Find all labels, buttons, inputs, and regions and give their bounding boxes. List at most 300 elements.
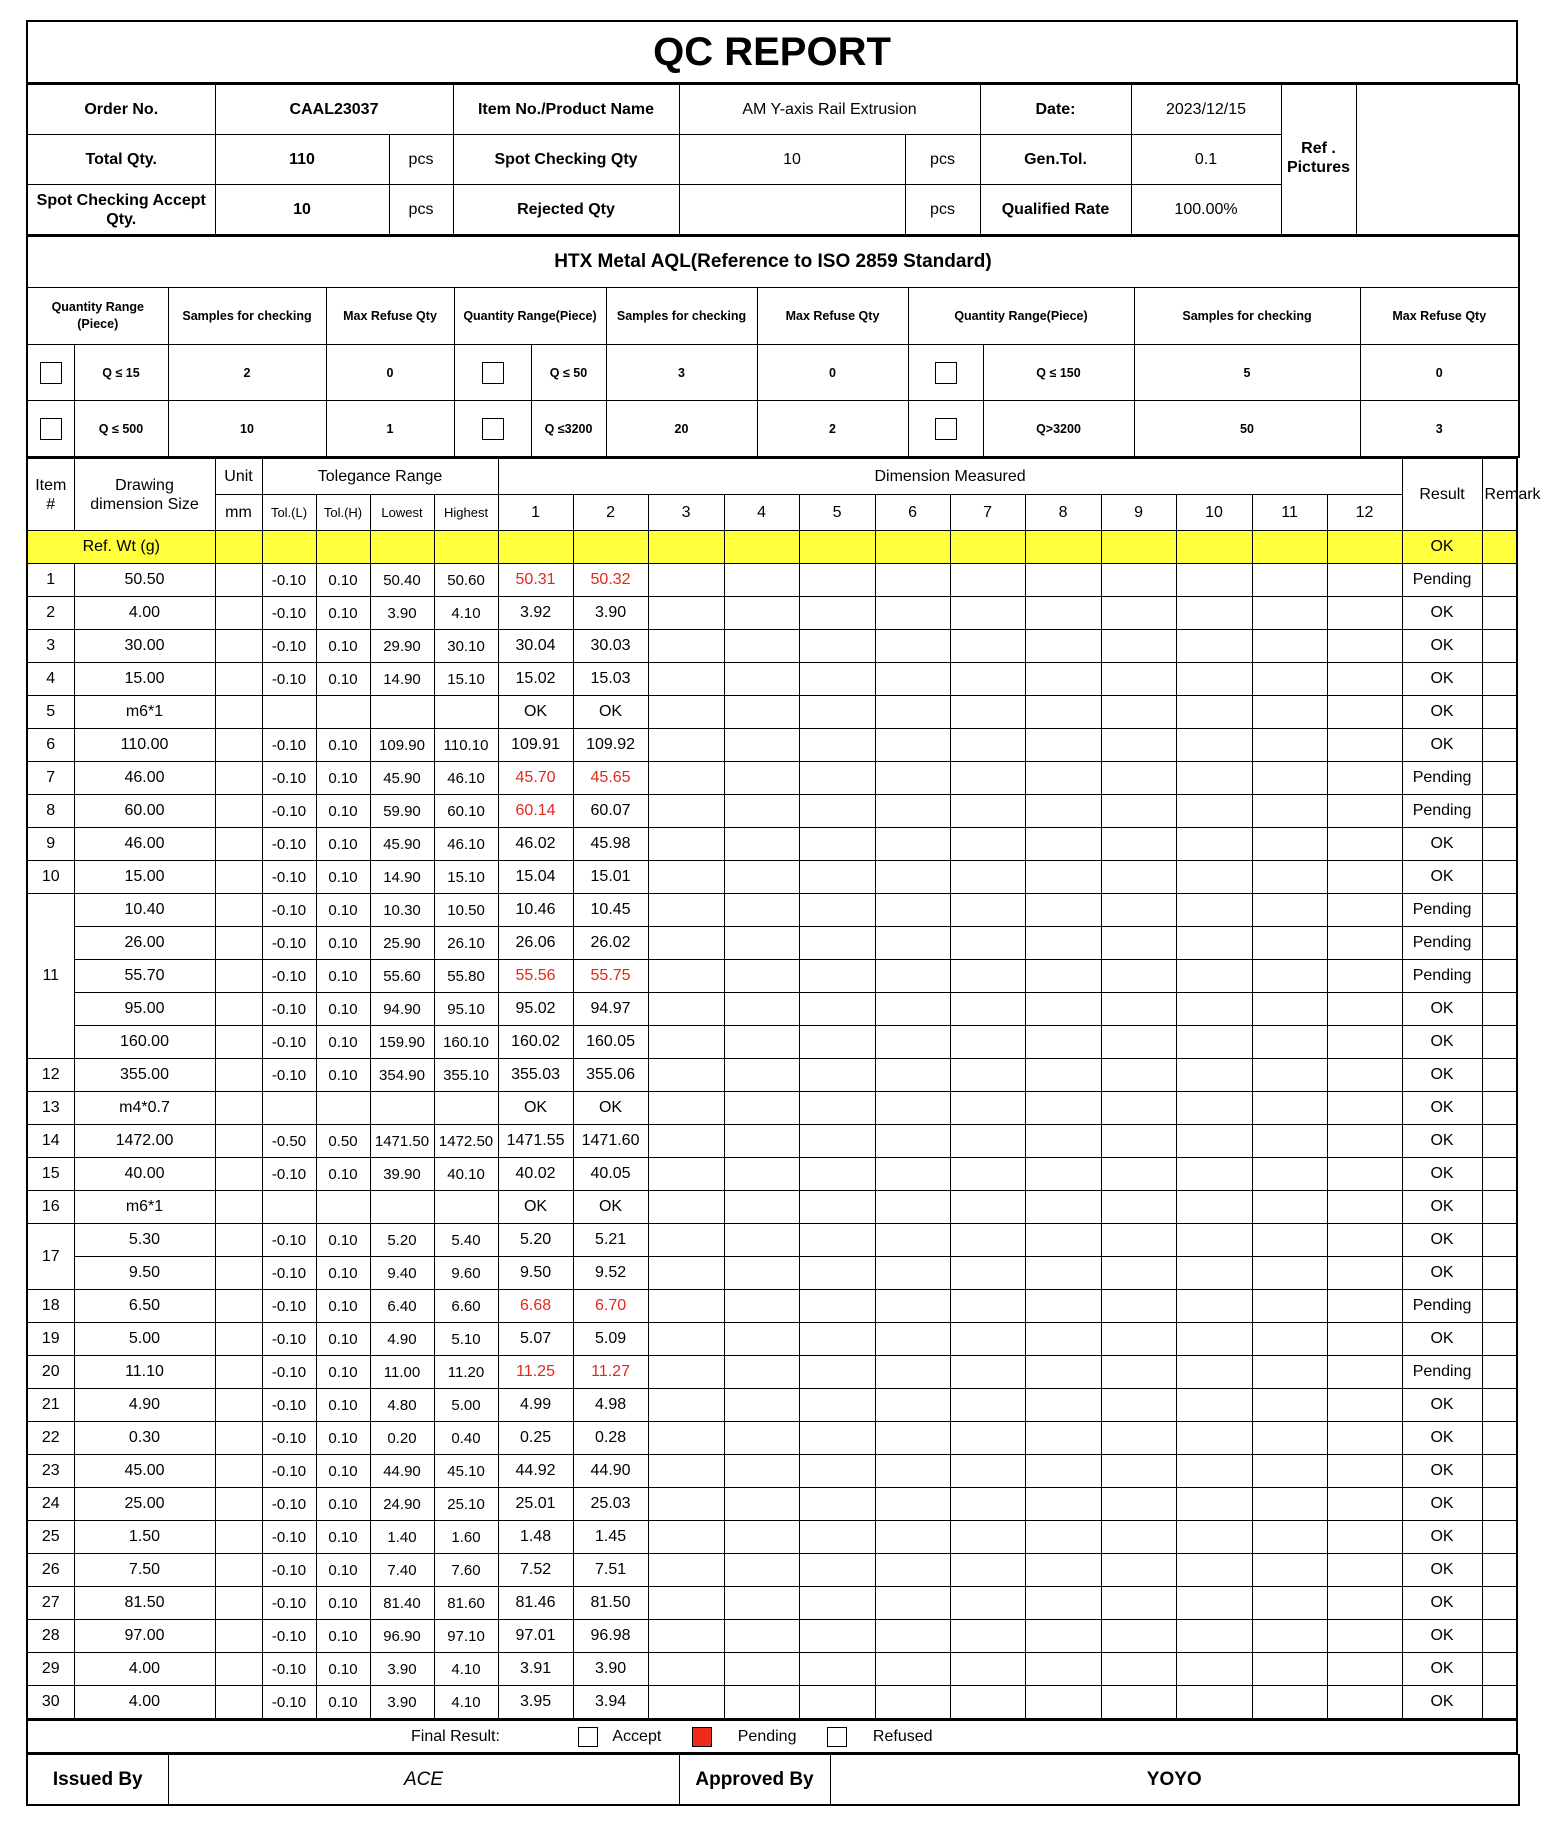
final-pending-label: Pending <box>737 1727 797 1745</box>
row-measure-6 <box>875 1059 950 1092</box>
row-drawing-size: 50.50 <box>74 564 215 597</box>
row-measure-3 <box>648 1488 724 1521</box>
row-measure-4 <box>724 729 799 762</box>
col-dim: 11 <box>1252 495 1327 531</box>
row-measure-12 <box>1327 828 1402 861</box>
row-measure-6 <box>875 1455 950 1488</box>
row-measure-6 <box>875 1224 950 1257</box>
row-measure-7 <box>950 564 1025 597</box>
row-tol-h: 0.10 <box>316 1059 370 1092</box>
row-result: OK <box>1402 1323 1482 1356</box>
row-measure-7 <box>950 1257 1025 1290</box>
row-remark <box>1482 1323 1517 1356</box>
row-measure-2: 160.05 <box>573 1026 648 1059</box>
row-unit <box>215 861 262 894</box>
row-measure-4 <box>724 1521 799 1554</box>
ref-weight-cell <box>1252 531 1327 564</box>
row-result: OK <box>1402 828 1482 861</box>
row-tol-h: 0.10 <box>316 1389 370 1422</box>
table-row <box>27 861 1517 894</box>
row-measure-7 <box>950 1488 1025 1521</box>
table-row <box>27 1290 1517 1323</box>
row-measure-10 <box>1176 1158 1252 1191</box>
row-measure-12 <box>1327 1389 1402 1422</box>
row-measure-5 <box>799 795 875 828</box>
row-tol-h: 0.10 <box>316 1620 370 1653</box>
col-dim: 7 <box>950 495 1025 531</box>
row-measure-12 <box>1327 1653 1402 1686</box>
ref-weight-cell <box>950 531 1025 564</box>
row-measure-11 <box>1252 960 1327 993</box>
row-measure-8 <box>1025 1257 1101 1290</box>
row-tol-h: 0.10 <box>316 762 370 795</box>
row-lowest: 3.90 <box>370 1653 434 1686</box>
row-measure-1: 55.56 <box>498 960 573 993</box>
row-measure-3 <box>648 696 724 729</box>
row-tol-l: -0.10 <box>262 894 316 927</box>
row-measure-12 <box>1327 795 1402 828</box>
table-row <box>27 1059 1517 1092</box>
checkbox-icon[interactable] <box>482 418 504 440</box>
row-tol-h: 0.50 <box>316 1125 370 1158</box>
checkbox-icon[interactable] <box>482 362 504 384</box>
row-remark <box>1482 795 1517 828</box>
row-tol-l: -0.10 <box>262 1686 316 1720</box>
aql-checkbox[interactable] <box>908 345 983 401</box>
final-refused-label: Refused <box>872 1727 933 1745</box>
row-measure-11 <box>1252 1224 1327 1257</box>
row-tol-h: 0.10 <box>316 1554 370 1587</box>
row-measure-6 <box>875 1092 950 1125</box>
row-item-number: 30 <box>27 1686 74 1720</box>
row-lowest: 354.90 <box>370 1059 434 1092</box>
row-remark <box>1482 1422 1517 1455</box>
row-measure-6 <box>875 1587 950 1620</box>
row-remark <box>1482 663 1517 696</box>
row-tol-l: -0.10 <box>262 1422 316 1455</box>
row-measure-11 <box>1252 1356 1327 1389</box>
table-row <box>27 1455 1517 1488</box>
row-measure-12 <box>1327 1323 1402 1356</box>
row-lowest: 3.90 <box>370 1686 434 1720</box>
checkbox-icon[interactable] <box>827 1727 847 1747</box>
title-table <box>26 20 1518 84</box>
row-highest: 46.10 <box>434 762 498 795</box>
row-measure-11 <box>1252 1158 1327 1191</box>
row-highest <box>434 696 498 729</box>
row-item-number: 25 <box>27 1521 74 1554</box>
final-refused-option[interactable] <box>827 1727 933 1747</box>
checkbox-icon[interactable] <box>935 362 957 384</box>
aql-checkbox[interactable] <box>454 401 531 458</box>
ref-weight-cell <box>262 531 316 564</box>
aql-range: Q ≤ 50 <box>531 345 606 401</box>
row-measure-3 <box>648 894 724 927</box>
row-measure-9 <box>1101 1290 1176 1323</box>
row-measure-8 <box>1025 729 1101 762</box>
row-measure-8 <box>1025 1158 1101 1191</box>
qualified-rate-value: 100.00% <box>1131 185 1281 236</box>
row-remark <box>1482 1125 1517 1158</box>
row-item-number: 14 <box>27 1125 74 1158</box>
row-measure-10 <box>1176 1059 1252 1092</box>
row-highest: 1472.50 <box>434 1125 498 1158</box>
row-remark <box>1482 993 1517 1026</box>
row-measure-4 <box>724 696 799 729</box>
row-drawing-size: m6*1 <box>74 1191 215 1224</box>
row-result: OK <box>1402 597 1482 630</box>
row-measure-10 <box>1176 1653 1252 1686</box>
row-result: OK <box>1402 696 1482 729</box>
row-measure-1: 355.03 <box>498 1059 573 1092</box>
row-drawing-size: 15.00 <box>74 663 215 696</box>
row-highest: 11.20 <box>434 1356 498 1389</box>
row-item-number: 8 <box>27 795 74 828</box>
row-measure-6 <box>875 1521 950 1554</box>
aql-checkbox[interactable] <box>454 345 531 401</box>
row-measure-8 <box>1025 1356 1101 1389</box>
signature-table <box>26 1754 1520 1806</box>
row-measure-1: 95.02 <box>498 993 573 1026</box>
row-measure-1: 26.06 <box>498 927 573 960</box>
order-no-label: Order No. <box>27 85 215 135</box>
final-pending-option[interactable] <box>692 1727 797 1747</box>
row-measure-11 <box>1252 696 1327 729</box>
row-measure-9 <box>1101 1191 1176 1224</box>
row-measure-11 <box>1252 828 1327 861</box>
row-measure-4 <box>724 1587 799 1620</box>
col-dim: 6 <box>875 495 950 531</box>
row-measure-3 <box>648 630 724 663</box>
row-tol-h: 0.10 <box>316 993 370 1026</box>
row-item-number: 10 <box>27 861 74 894</box>
checkbox-icon[interactable] <box>40 418 62 440</box>
row-result: OK <box>1402 1191 1482 1224</box>
col-tol-h: Tol.(H) <box>316 495 370 531</box>
row-measure-7 <box>950 1191 1025 1224</box>
row-measure-5 <box>799 1455 875 1488</box>
row-measure-6 <box>875 993 950 1026</box>
row-tol-l: -0.10 <box>262 1389 316 1422</box>
aql-checkbox[interactable] <box>27 345 74 401</box>
row-measure-10 <box>1176 828 1252 861</box>
row-measure-7 <box>950 1653 1025 1686</box>
row-remark <box>1482 762 1517 795</box>
checkbox-icon[interactable] <box>935 418 957 440</box>
row-measure-3 <box>648 1257 724 1290</box>
row-measure-11 <box>1252 1026 1327 1059</box>
row-drawing-size: 95.00 <box>74 993 215 1026</box>
ref-weight-cell <box>316 531 370 564</box>
row-measure-8 <box>1025 564 1101 597</box>
row-item-number: 5 <box>27 696 74 729</box>
row-measure-1: 11.25 <box>498 1356 573 1389</box>
table-row <box>27 564 1517 597</box>
row-result: Pending <box>1402 1356 1482 1389</box>
qc-report-sheet <box>26 20 1541 1806</box>
row-measure-8 <box>1025 1059 1101 1092</box>
row-tol-h: 0.10 <box>316 1026 370 1059</box>
row-highest: 15.10 <box>434 861 498 894</box>
table-row <box>27 1554 1517 1587</box>
row-tol-l: -0.10 <box>262 1026 316 1059</box>
row-measure-9 <box>1101 1587 1176 1620</box>
row-measure-6 <box>875 1356 950 1389</box>
row-measure-10 <box>1176 1356 1252 1389</box>
row-measure-9 <box>1101 993 1176 1026</box>
approved-by-label: Approved By <box>679 1755 830 1806</box>
row-unit <box>215 1488 262 1521</box>
row-measure-5 <box>799 1092 875 1125</box>
qualified-rate-label: Qualified Rate <box>980 185 1131 236</box>
row-measure-4 <box>724 993 799 1026</box>
row-measure-1: OK <box>498 1191 573 1224</box>
checkbox-icon[interactable] <box>578 1727 598 1747</box>
spot-qty-label: Spot Checking Qty <box>453 135 679 185</box>
row-drawing-size: 9.50 <box>74 1257 215 1290</box>
row-measure-9 <box>1101 1389 1176 1422</box>
row-measure-11 <box>1252 1554 1327 1587</box>
aql-max-refuse: 3 <box>1360 401 1519 458</box>
row-measure-8 <box>1025 1686 1101 1720</box>
row-measure-2: 109.92 <box>573 729 648 762</box>
row-measure-12 <box>1327 696 1402 729</box>
row-tol-h: 0.10 <box>316 1257 370 1290</box>
row-lowest: 10.30 <box>370 894 434 927</box>
row-highest: 97.10 <box>434 1620 498 1653</box>
row-measure-1: 4.99 <box>498 1389 573 1422</box>
row-result: OK <box>1402 1125 1482 1158</box>
row-measure-8 <box>1025 762 1101 795</box>
row-tol-h: 0.10 <box>316 1290 370 1323</box>
row-tol-h: 0.10 <box>316 795 370 828</box>
row-measure-7 <box>950 1125 1025 1158</box>
row-measure-12 <box>1327 1587 1402 1620</box>
row-measure-11 <box>1252 1125 1327 1158</box>
row-remark <box>1482 1257 1517 1290</box>
row-lowest: 55.60 <box>370 960 434 993</box>
row-measure-6 <box>875 1620 950 1653</box>
aql-col-max-refuse-3: Max Refuse Qty <box>1360 288 1519 345</box>
checkbox-checked-icon[interactable] <box>692 1727 712 1747</box>
row-measure-5 <box>799 1257 875 1290</box>
row-measure-6 <box>875 597 950 630</box>
ref-weight-row <box>27 531 1517 564</box>
row-measure-10 <box>1176 1521 1252 1554</box>
row-measure-6 <box>875 861 950 894</box>
row-item-number: 23 <box>27 1455 74 1488</box>
row-measure-2: 81.50 <box>573 1587 648 1620</box>
table-row <box>27 828 1517 861</box>
table-row <box>27 1323 1517 1356</box>
row-remark <box>1482 564 1517 597</box>
spot-qty-value: 10 <box>679 135 905 185</box>
table-row <box>27 729 1517 762</box>
row-measure-5 <box>799 1323 875 1356</box>
row-measure-3 <box>648 1356 724 1389</box>
row-measure-10 <box>1176 663 1252 696</box>
aql-title: HTX Metal AQL(Reference to ISO 2859 Standard) <box>27 237 1519 288</box>
row-measure-12 <box>1327 927 1402 960</box>
row-measure-7 <box>950 1092 1025 1125</box>
table-row <box>27 1521 1517 1554</box>
row-measure-10 <box>1176 1026 1252 1059</box>
row-measure-1: 46.02 <box>498 828 573 861</box>
row-measure-10 <box>1176 1389 1252 1422</box>
row-measure-7 <box>950 1389 1025 1422</box>
row-measure-1: 25.01 <box>498 1488 573 1521</box>
row-drawing-size: 45.00 <box>74 1455 215 1488</box>
row-lowest: 4.90 <box>370 1323 434 1356</box>
accept-qty-value: 10 <box>215 185 389 236</box>
row-measure-5 <box>799 1554 875 1587</box>
row-result: OK <box>1402 1521 1482 1554</box>
row-measure-1: 50.31 <box>498 564 573 597</box>
row-measure-7 <box>950 861 1025 894</box>
row-measure-10 <box>1176 1125 1252 1158</box>
row-measure-3 <box>648 1620 724 1653</box>
row-lowest: 50.40 <box>370 564 434 597</box>
row-result: Pending <box>1402 1290 1482 1323</box>
row-lowest: 6.40 <box>370 1290 434 1323</box>
aql-checkbox[interactable] <box>908 401 983 458</box>
row-highest: 15.10 <box>434 663 498 696</box>
row-measure-11 <box>1252 663 1327 696</box>
aql-range: Q ≤ 150 <box>983 345 1134 401</box>
row-highest: 55.80 <box>434 960 498 993</box>
row-measure-4 <box>724 1224 799 1257</box>
row-unit <box>215 993 262 1026</box>
date-value: 2023/12/15 <box>1131 85 1281 135</box>
row-tol-l <box>262 1092 316 1125</box>
row-measure-2: 25.03 <box>573 1488 648 1521</box>
row-measure-2: 11.27 <box>573 1356 648 1389</box>
row-measure-12 <box>1327 1224 1402 1257</box>
row-unit <box>215 1224 262 1257</box>
row-remark <box>1482 630 1517 663</box>
row-measure-10 <box>1176 1422 1252 1455</box>
row-measure-7 <box>950 1686 1025 1720</box>
row-lowest: 0.20 <box>370 1422 434 1455</box>
final-accept-option[interactable] <box>578 1727 661 1747</box>
row-unit <box>215 1323 262 1356</box>
row-unit <box>215 1587 262 1620</box>
row-measure-4 <box>724 1125 799 1158</box>
row-drawing-size: 60.00 <box>74 795 215 828</box>
row-measure-1: 9.50 <box>498 1257 573 1290</box>
row-measure-10 <box>1176 927 1252 960</box>
checkbox-icon[interactable] <box>40 362 62 384</box>
row-unit <box>215 1257 262 1290</box>
row-measure-3 <box>648 1521 724 1554</box>
ref-weight-cell <box>370 531 434 564</box>
col-dimension-measured: Dimension Measured <box>498 459 1402 495</box>
row-remark <box>1482 1488 1517 1521</box>
row-tol-l: -0.10 <box>262 795 316 828</box>
row-unit <box>215 1686 262 1720</box>
row-measure-1: 5.20 <box>498 1224 573 1257</box>
row-measure-4 <box>724 894 799 927</box>
row-measure-10 <box>1176 1488 1252 1521</box>
row-measure-7 <box>950 960 1025 993</box>
row-drawing-size: 25.00 <box>74 1488 215 1521</box>
row-measure-12 <box>1327 1554 1402 1587</box>
row-measure-8 <box>1025 828 1101 861</box>
row-unit <box>215 1059 262 1092</box>
row-measure-5 <box>799 597 875 630</box>
row-measure-4 <box>724 630 799 663</box>
row-measure-6 <box>875 630 950 663</box>
row-measure-5 <box>799 960 875 993</box>
row-measure-12 <box>1327 1290 1402 1323</box>
row-item-number: 3 <box>27 630 74 663</box>
row-tol-l: -0.10 <box>262 1059 316 1092</box>
row-lowest: 14.90 <box>370 663 434 696</box>
row-measure-6 <box>875 1290 950 1323</box>
aql-range: Q ≤ 500 <box>74 401 168 458</box>
row-measure-5 <box>799 762 875 795</box>
row-result: OK <box>1402 993 1482 1026</box>
row-highest: 46.10 <box>434 828 498 861</box>
table-row <box>27 696 1517 729</box>
row-measure-6 <box>875 1158 950 1191</box>
row-measure-6 <box>875 663 950 696</box>
row-measure-5 <box>799 729 875 762</box>
row-measure-6 <box>875 1257 950 1290</box>
row-unit <box>215 828 262 861</box>
table-row <box>27 1653 1517 1686</box>
row-measure-3 <box>648 663 724 696</box>
row-measure-12 <box>1327 1191 1402 1224</box>
aql-col-max-refuse-2: Max Refuse Qty <box>757 288 908 345</box>
row-lowest: 39.90 <box>370 1158 434 1191</box>
row-item-number: 19 <box>27 1323 74 1356</box>
row-measure-9 <box>1101 1059 1176 1092</box>
row-measure-12 <box>1327 993 1402 1026</box>
row-measure-6 <box>875 1686 950 1720</box>
row-tol-h: 0.10 <box>316 1455 370 1488</box>
final-result-label: Final Result: <box>411 1727 500 1745</box>
table-row <box>27 1422 1517 1455</box>
row-lowest: 29.90 <box>370 630 434 663</box>
row-highest: 160.10 <box>434 1026 498 1059</box>
row-measure-11 <box>1252 729 1327 762</box>
row-measure-5 <box>799 1356 875 1389</box>
ref-weight-cell <box>724 531 799 564</box>
row-measure-10 <box>1176 729 1252 762</box>
row-measure-4 <box>724 1290 799 1323</box>
row-measure-5 <box>799 828 875 861</box>
row-drawing-size: 81.50 <box>74 1587 215 1620</box>
row-measure-6 <box>875 729 950 762</box>
rejected-qty-value <box>679 185 905 236</box>
row-unit <box>215 630 262 663</box>
row-tol-h: 0.10 <box>316 1158 370 1191</box>
row-result: OK <box>1402 1092 1482 1125</box>
row-remark <box>1482 1587 1517 1620</box>
row-measure-7 <box>950 1323 1025 1356</box>
row-unit <box>215 1092 262 1125</box>
row-measure-9 <box>1101 1686 1176 1720</box>
aql-checkbox[interactable] <box>27 401 74 458</box>
row-tol-l: -0.10 <box>262 597 316 630</box>
row-measure-1: 97.01 <box>498 1620 573 1653</box>
row-remark <box>1482 1455 1517 1488</box>
row-measure-9 <box>1101 927 1176 960</box>
row-tol-l: -0.10 <box>262 1488 316 1521</box>
row-result: OK <box>1402 1224 1482 1257</box>
row-item-number: 11 <box>27 894 74 1059</box>
